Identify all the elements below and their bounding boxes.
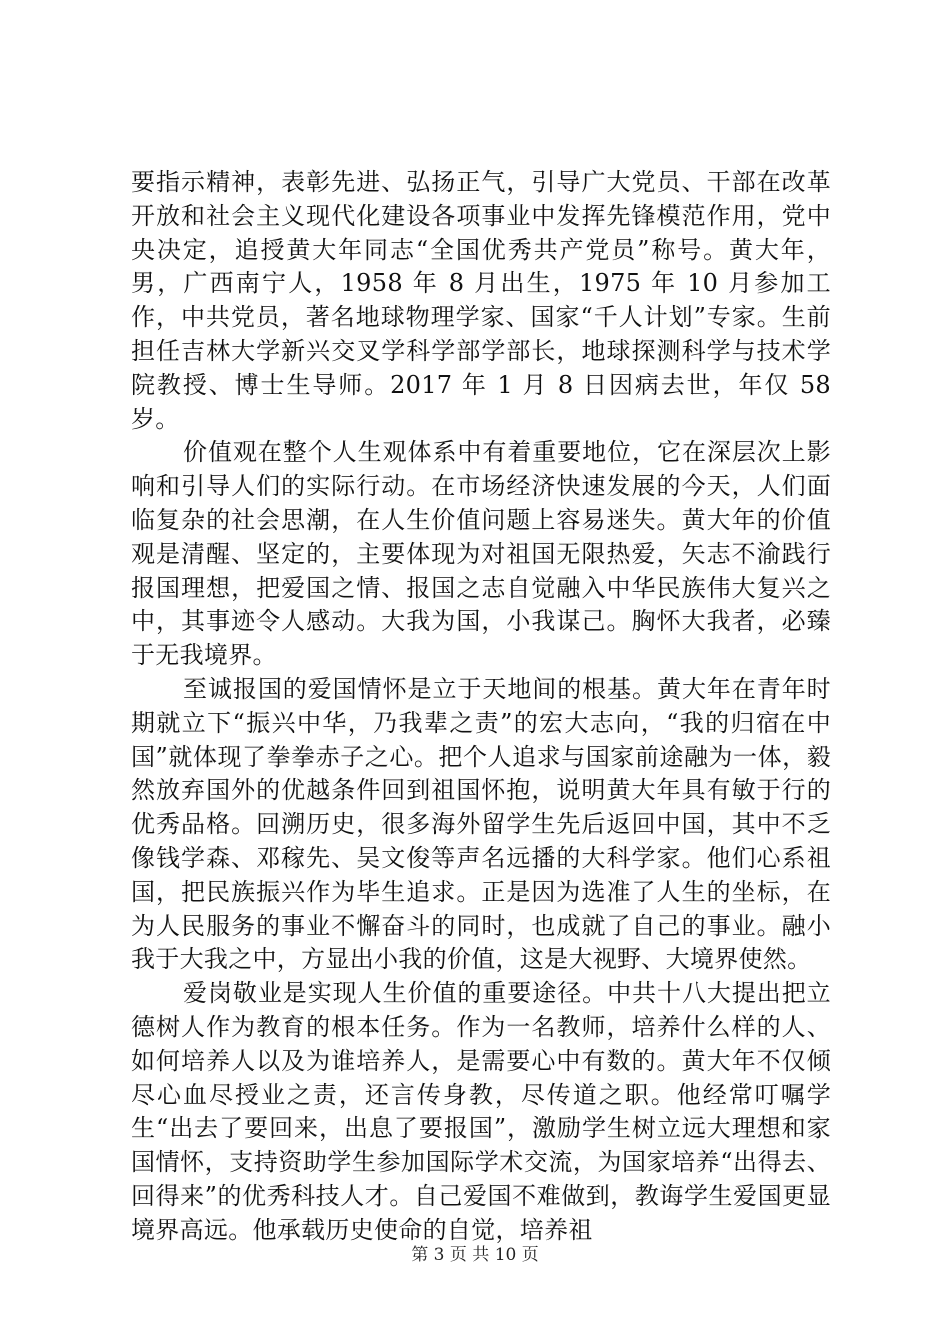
paragraph-4: 爱岗敬业是实现人生价值的重要途径。中共十八大提出把立德树人作为教育的根本任务。作为一名教师，培养什么样的人、如何培养人以及为谁培养人，是需要心中有数的。黄大年不仅倾尽心血尽授业之责，还言传身教，尽传道之职。他经常叮嘱学生“出去了要回来，出息了要报国”，激励学生树立远大理想和家国情怀，支持资助学生参加国际学术交流，为国家培养“出得去、回得来”的优秀科技人才。自己爱国不难做到，教诲学生爱国更显境界高远。他承载历史使命的自觉，培养祖 [131, 979, 831, 1244]
document-body [131, 166, 831, 1248]
paragraph-1: 要指示精神，表彰先进、弘扬正气，引导广大党员、干部在改革开放和社会主义现代化建设各项事业中发挥先锋模范作用，党中央决定，追授黄大年同志“全国优秀共产党员”称号。黄大年，男，广西南宁人，1958 年 8 月出生，1975 年 10 月参加工作，中共党员，著名地球物理学家、国家“千人计划”专家。生前担任吉林大学新兴交叉学科学部学部长，地球探测科学与技术学院教授、博士生导师。2017 年 1 月 8 日因病去世，年仅 58 岁。 [131, 168, 831, 433]
paragraph-3: 至诚报国的爱国情怀是立于天地间的根基。黄大年在青年时期就立下“振兴中华，乃我辈之责”的宏大志向，“我的归宿在中国”就体现了拳拳赤子之心。把个人追求与国家前途融为一体，毅然放弃国外的优越条件回到祖国怀抱，说明黄大年具有敏于行的优秀品格。回溯历史，很多海外留学生先后返回中国，其中不乏像钱学森、邓稼先、吴文俊等声名远播的大科学家。他们心系祖国，把民族振兴作为毕生追求。正是因为选准了人生的坐标，在为人民服务的事业不懈奋斗的同时，也成就了自己的事业。融小我于大我之中，方显出小我的价值，这是大视野、大境界使然。 [131, 674, 831, 974]
paragraph-2: 价值观在整个人生观体系中有着重要地位，它在深层次上影响和引导人们的实际行动。在市场经济快速发展的今天，人们面临复杂的社会思潮，在人生价值问题上容易迷失。黄大年的价值观是清醒、坚定的，主要体现为对祖国无限热爱，矢志不渝践行报国理想，把爱国之情、报国之志自觉融入中华民族伟大复兴之中，其事迹令人感动。大我为国，小我谋己。胸怀大我者，必臻于无我境界。 [131, 438, 831, 670]
page-number-footer: 第 3 页 共 10 页 [411, 1245, 539, 1265]
